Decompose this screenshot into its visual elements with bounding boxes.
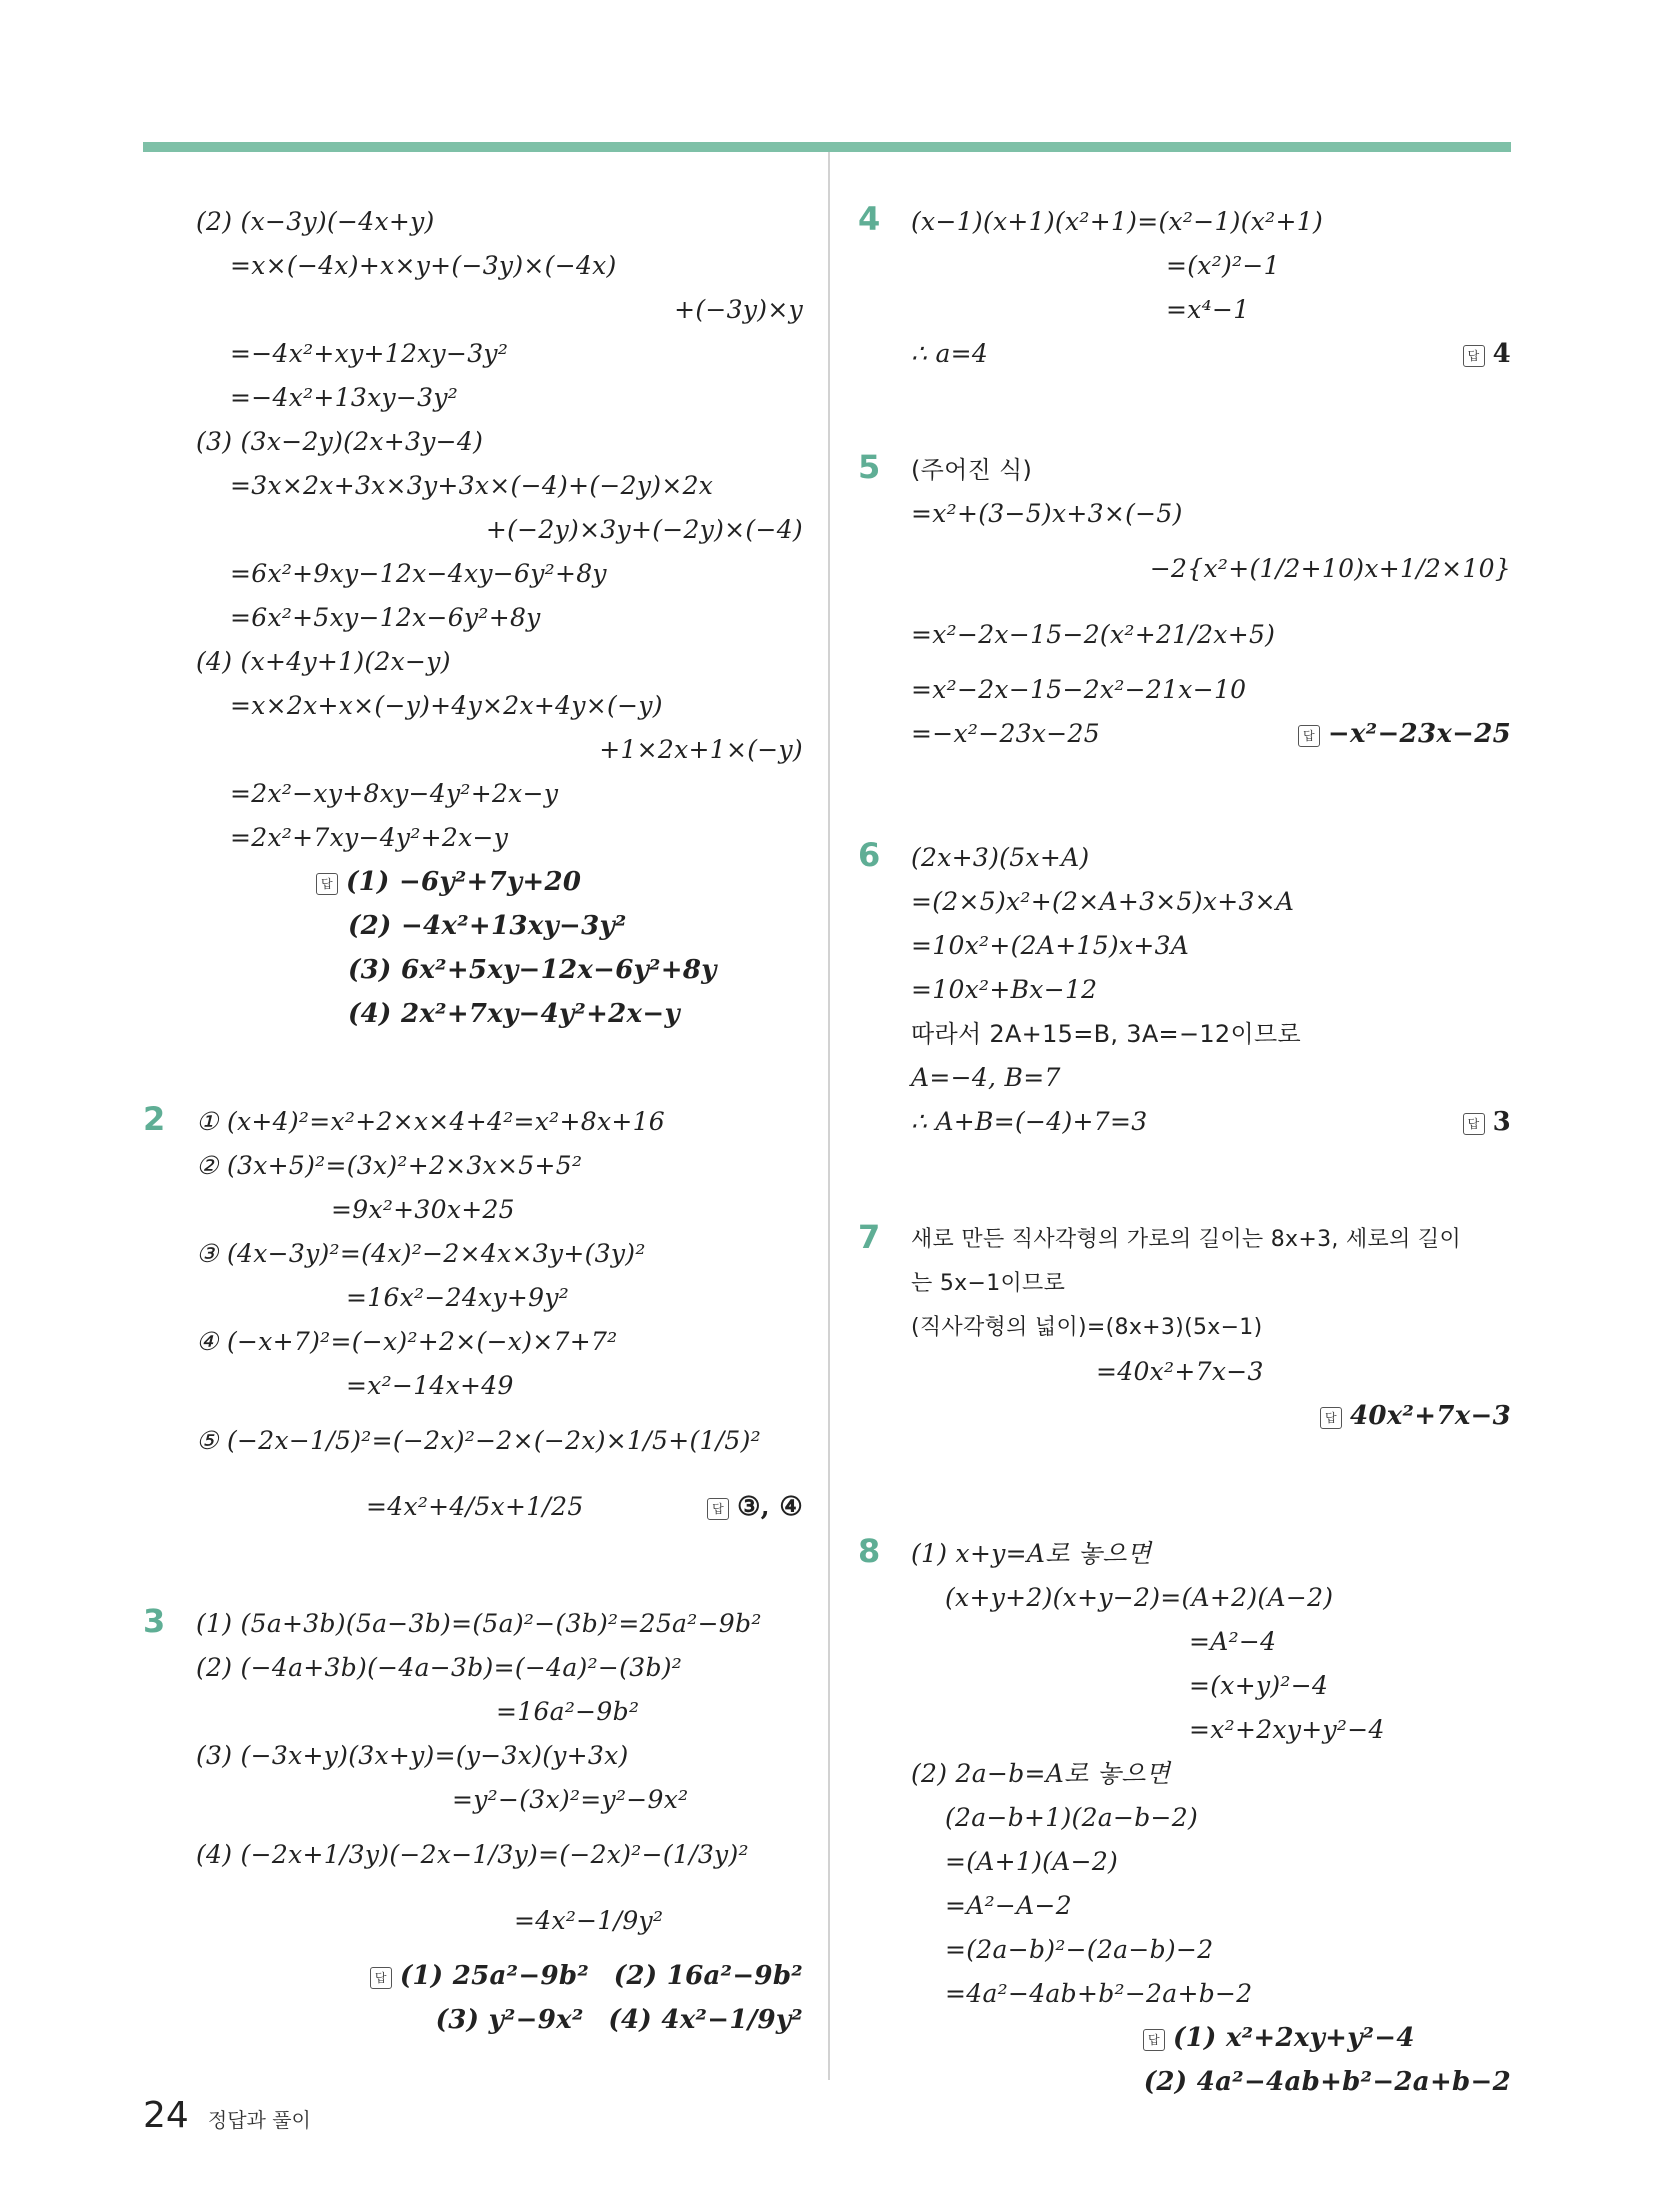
solution-line: =3x×2x+3x×3y+3x×(−4)+(−2y)×2x: [230, 471, 714, 500]
solution-line: 는 5x−1이므로: [911, 1271, 1066, 1296]
problem-number: 2: [143, 1100, 166, 1138]
solution-line: =x×(−4x)+x×y+(−3y)×(−4x): [230, 251, 617, 280]
solution-line: (1) x+y=A로 놓으면: [911, 1539, 1152, 1568]
solution-line: [911, 1100, 1511, 1144]
solution-line: =x×2x+x×(−y)+4y×2x+4y×(−y): [230, 691, 663, 720]
answer-badge: 답: [370, 1967, 392, 1989]
solution-line: (직사각형의 넓이)=(8x+3)(5x−1): [911, 1315, 1263, 1340]
page-footer: [143, 2095, 311, 2136]
problem-number: 5: [858, 448, 881, 486]
answer-text: (4) 2x²+7xy−4y²+2x−y: [348, 999, 680, 1029]
answer-text: (2) 16a²−9b²: [613, 1961, 803, 1991]
solution-line: =(x²)²−1: [1166, 251, 1280, 280]
answer-badge: 답: [1143, 2029, 1165, 2051]
problem-number: 4: [858, 200, 881, 238]
answer-inline: [1463, 332, 1511, 376]
solution-line: =16x²−24xy+9y²: [346, 1283, 570, 1312]
solution-line: =4x²−1/9y²: [514, 1906, 664, 1935]
solution-line: (3) (3x−2y)(2x+3y−4): [196, 427, 484, 456]
solution-line: +1×2x+1×(−y): [599, 735, 803, 764]
answer-inline: [1463, 1100, 1511, 1144]
answer-text: (3) y²−9x²: [435, 2005, 584, 2035]
solution-line: =A²−4: [1189, 1627, 1277, 1656]
solution-line: −2{x²+(1/2+10)x+1/2×10}: [1149, 554, 1511, 583]
solution-line: (2) (−4a+3b)(−4a−3b)=(−4a)²−(3b)²: [196, 1653, 683, 1682]
answer-badge: 답: [316, 873, 338, 895]
solution-line: =x²−2x−15−2(x²+21/2x+5): [911, 620, 1276, 649]
solution-line: =A²−A−2: [945, 1891, 1072, 1920]
solution-line: (2a−b+1)(2a−b−2): [945, 1803, 1199, 1832]
answer-line: [911, 1394, 1511, 1438]
answer-line: [196, 992, 803, 1036]
solution-line: =6x²+5xy−12x−6y²+8y: [230, 603, 541, 632]
footer-title: 정답과 풀이: [207, 2108, 311, 2132]
solution-line: +(−3y)×y: [674, 295, 803, 324]
solution-line: =2x²−xy+8xy−4y²+2x−y: [230, 779, 559, 808]
solution-line: 따라서 2A+15=B, 3A=−12이므로: [911, 1020, 1301, 1048]
solution-line: =9x²+30x+25: [331, 1195, 515, 1224]
problem-number: 6: [858, 836, 881, 874]
solution-line: =2x²+7xy−4y²+2x−y: [230, 823, 509, 852]
solution-line: =x²−14x+49: [346, 1371, 514, 1400]
answer-badge: 답: [1463, 1113, 1485, 1135]
solution-line: (주어진 식): [911, 456, 1033, 484]
solution-line: =(A+1)(A−2): [945, 1847, 1119, 1876]
answer-text: (1) x²+2xy+y²−4: [1173, 2023, 1415, 2053]
solution-line: =16a²−9b²: [496, 1697, 640, 1726]
answer-text: 3: [1492, 1107, 1511, 1137]
solution-line: =y²−(3x)²=y²−9x²: [452, 1785, 689, 1814]
solution-line: (3) (−3x+y)(3x+y)=(y−3x)(y+3x): [196, 1741, 629, 1770]
answer-text: 40x²+7x−3: [1349, 1401, 1511, 1431]
solution-line: =x²+2xy+y²−4: [1189, 1715, 1385, 1744]
solution-line: =x⁴−1: [1166, 295, 1250, 324]
answer-text: (2) −4x²+13xy−3y²: [348, 911, 627, 941]
answer-line: [196, 860, 803, 904]
solution-text: ∴ a=4: [911, 339, 989, 368]
solution-line: [911, 712, 1511, 756]
answer-line: [911, 2060, 1511, 2104]
answer-inline: [707, 1474, 803, 1540]
answer-line: [196, 1954, 803, 1998]
solution-line: =(2×5)x²+(2×A+3×5)x+3×A: [911, 887, 1295, 916]
solution-line: (4) (x+4y+1)(2x−y): [196, 647, 451, 676]
solution-text: ∴ A+B=(−4)+7=3: [911, 1107, 1148, 1136]
solution-line: [911, 332, 1511, 376]
solution-line: (x−1)(x+1)(x²+1)=(x²−1)(x²+1): [911, 207, 1324, 236]
solution-line: +(−2y)×3y+(−2y)×(−4): [485, 515, 803, 544]
answer-text: (1) 25a²−9b²: [399, 1961, 590, 1991]
header-bar: [143, 142, 1511, 152]
column-divider: [828, 152, 830, 2080]
solution-line: =(2a−b)²−(2a−b)−2: [945, 1935, 1214, 1964]
page-number: 24: [143, 2095, 189, 2136]
answer-text: (4) 4x²−1/9y²: [608, 2005, 803, 2035]
answer-text: ③, ④: [737, 1492, 803, 1522]
solution-line: ② (3x+5)²=(3x)²+2×3x×5+5²: [196, 1151, 583, 1180]
solution-line: =−4x²+13xy−3y²: [230, 383, 459, 412]
answer-badge: 답: [1320, 1407, 1342, 1429]
solution-line: (1) (5a+3b)(5a−3b)=(5a)²−(3b)²=25a²−9b²: [196, 1609, 762, 1638]
solution-line: 새로 만든 직사각형의 가로의 길이는 8x+3, 세로의 길이: [911, 1227, 1462, 1252]
answer-badge: 답: [707, 1498, 729, 1520]
solution-line: =x²−2x−15−2x²−21x−10: [911, 675, 1247, 704]
solution-line: ④ (−x+7)²=(−x)²+2×(−x)×7+7²: [196, 1327, 618, 1356]
problem-number: 8: [858, 1532, 881, 1570]
answer-line: [911, 2016, 1511, 2060]
answer-line: [196, 948, 803, 992]
answer-badge: 답: [1298, 725, 1320, 747]
solution-line: (x+y+2)(x+y−2)=(A+2)(A−2): [945, 1583, 1334, 1612]
solution-line: ⑤ (−2x−1/5)²=(−2x)²−2×(−2x)×1/5+(1/5)²: [196, 1426, 762, 1455]
solution-line: (2) (x−3y)(−4x+y): [196, 207, 435, 236]
answer-line: [196, 904, 803, 948]
solution-line: A=−4, B=7: [911, 1063, 1061, 1092]
problem-number: 7: [858, 1218, 881, 1256]
solution-line: (2) 2a−b=A로 놓으면: [911, 1759, 1171, 1788]
problem-number: 3: [143, 1602, 166, 1640]
solution-line: =10x²+Bx−12: [911, 975, 1098, 1004]
answer-text: 4: [1492, 339, 1511, 369]
solution-line: =−4x²+xy+12xy−3y²: [230, 339, 509, 368]
solution-line: =10x²+(2A+15)x+3A: [911, 931, 1190, 960]
answer-text: (1) −6y²+7y+20: [346, 867, 582, 897]
solution-line: ① (x+4)²=x²+2×x×4+4²=x²+8x+16: [196, 1107, 666, 1136]
answer-text: (2) 4a²−4ab+b²−2a+b−2: [1143, 2067, 1511, 2097]
solution-line: =6x²+9xy−12x−4xy−6y²+8y: [230, 559, 607, 588]
answer-inline: [1298, 712, 1511, 756]
solution-line: ③ (4x−3y)²=(4x)²−2×4x×3y+(3y)²: [196, 1239, 646, 1268]
solution-line: =40x²+7x−3: [1096, 1357, 1264, 1386]
solution-line: =4a²−4ab+b²−2a+b−2: [945, 1979, 1253, 2008]
solution-text: =−x²−23x−25: [911, 719, 1100, 748]
answer-text: (3) 6x²+5xy−12x−6y²+8y: [348, 955, 717, 985]
solution-text: =4x²+4/5x+1/25: [366, 1492, 584, 1521]
solution-line: [196, 1474, 803, 1540]
answer-badge: 답: [1463, 345, 1485, 367]
solution-line: =(x+y)²−4: [1189, 1671, 1329, 1700]
answer-text: −x²−23x−25: [1327, 719, 1511, 749]
solution-line: (4) (−2x+1/3y)(−2x−1/3y)=(−2x)²−(1/3y)²: [196, 1840, 749, 1869]
solution-line: =x²+(3−5)x+3×(−5): [911, 499, 1183, 528]
answer-line: [196, 1998, 803, 2042]
solution-line: (2x+3)(5x+A): [911, 843, 1090, 872]
